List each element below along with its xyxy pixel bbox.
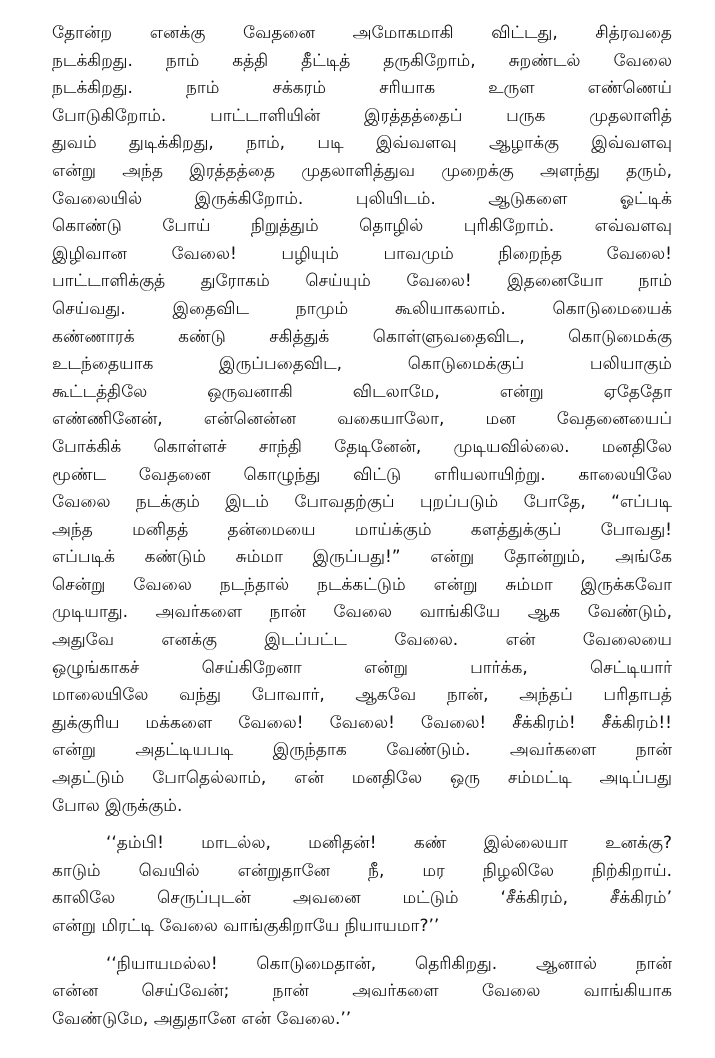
text-line: செய்வது. இதைவிட நாமும் கூலியாகலாம். கொடுமையைக் bbox=[52, 298, 672, 319]
text-line: என்று அதட்டியபடி இருந்தாக வேண்டும். அவர்களை நான் bbox=[52, 740, 672, 761]
text-line: வேண்டுமே, அதுதானே என் வேலை.’’ bbox=[52, 1008, 352, 1029]
paragraph-3 bbox=[52, 951, 672, 1034]
text-line: அந்த மனிதத் தன்மையை மாய்க்கும் களத்துக்குப் போவது! bbox=[52, 519, 672, 540]
text-line: என்று அந்த இரத்தத்தை முதலாளித்துவ முறைக்கு அளந்து தரும், bbox=[52, 160, 672, 181]
text-line: நடக்கிறது. நாம் கத்தி தீட்டித் தருகிறோம், சுறண்டல் வேலை bbox=[52, 50, 672, 71]
text-line: அதட்டும் போதெல்லாம், என் மனதிலே ஒரு சம்மட்டி அடிப்பது bbox=[52, 768, 672, 789]
text-line: நடக்கிறது. நாம் சக்கரம் சரியாக உருள எண்ணெய் bbox=[52, 78, 672, 99]
text-line: முடியாது. அவர்களை நான் வேலை வாங்கியே ஆக வேண்டும், bbox=[52, 602, 672, 623]
text-line: எண்ணினேன், என்னென்ன வகையாலோ, மன வேதனையைப் bbox=[52, 409, 672, 430]
text-line: துவம் துடிக்கிறது, நாம், படி இவ்வளவு ஆழாக்கு இவ்வளவு bbox=[52, 133, 672, 154]
text-line: அதுவே எனக்கு இடப்பட்ட வேலை. என் வேலையை bbox=[52, 630, 672, 651]
text-line: என்று மிரட்டி வேலை வாங்குகிறாயே நியாயமா?’’ bbox=[52, 916, 440, 936]
text-line: என்ன செய்வேன்; நான் அவர்களை வேலை வாங்கியாக bbox=[52, 981, 672, 1002]
text-line: போடுகிறோம். பாட்டாளியின் இரத்தத்தைப் பருக முதலாளித் bbox=[52, 105, 672, 126]
text-line: காலிலே செருப்புடன் அவனை மட்டும் ‘சீக்கிரம், சீக்கிரம்’ bbox=[52, 888, 672, 909]
text-line: உடந்தையாக இருப்பதைவிட, கொடுமைக்குப் பலியாகும் bbox=[52, 354, 672, 375]
text-line: மாலையிலே வந்து போவார், ஆகவே நான், அந்தப் பரிதாபத் bbox=[52, 685, 672, 706]
text-line: வேலை நடக்கும் இடம் போவதற்குப் புறப்படும் போதே, “எப்படி bbox=[52, 492, 672, 513]
text-line: எப்படிக் கண்டும் சும்மா இருப்பது!” என்று தோன்றும், அங்கே bbox=[52, 547, 672, 568]
text-line: துக்குரிய மக்களை வேலை! வேலை! வேலை! சீக்கிரம்! சீக்கிரம்!! bbox=[52, 712, 672, 733]
text-line: ‘‘தம்பி! மாடல்ல, மனிதன்! கண் இல்லையா உனக்கு? bbox=[106, 833, 672, 854]
text-line: கூட்டத்திலே ஒருவனாகி விடலாமே, என்று ஏதேதோ bbox=[52, 381, 672, 402]
paragraph-1 bbox=[52, 20, 672, 820]
text-line: வேலையில் இருக்கிறோம். புலியிடம். ஆடுகளை ஓட்டிக் bbox=[52, 188, 672, 209]
text-line: கண்ணாரக் கண்டு சகித்துக் கொள்ளுவதைவிட, கொடுமைக்கு bbox=[52, 326, 672, 347]
paragraph-2 bbox=[52, 830, 672, 940]
text-line: இழிவான வேலை! பழியும் பாவமும் நிறைந்த வேலை! bbox=[52, 243, 672, 264]
text-line: பாட்டாளிக்குத் துரோகம் செய்யும் வேலை! இதனையோ நாம் bbox=[52, 271, 672, 292]
text-line: மூண்ட வேதனை கொழுந்து விட்டு எரியலாயிற்று. காலையிலே bbox=[52, 464, 672, 485]
text-line: தோன்ற எனக்கு வேதனை அமோகமாகி விட்டது, சித்ரவதை bbox=[52, 23, 672, 43]
text-line: போக்கிக் கொள்ளச் சாந்தி தேடினேன், முடியவில்லை. மனதிலே bbox=[52, 436, 672, 457]
text-line: ஒழுங்காகச் செய்கிறேனா என்று பார்க்க, செட்டியார் bbox=[52, 657, 672, 678]
text-line: கொண்டு போய் நிறுத்தும் தொழில் புரிகிறோம். எவ்வளவு bbox=[52, 216, 672, 237]
text-line: போல இருக்கும். bbox=[52, 795, 183, 816]
text-line: ‘‘நியாயமல்ல! கொடுமைதான், தெரிகிறது. ஆனால் நான் bbox=[106, 953, 672, 974]
page-body bbox=[52, 20, 672, 1033]
text-line: காடும் வெயில் என்றுதானே நீ, மர நிழலிலே நிற்கிறாய். bbox=[52, 860, 672, 881]
text-line: சென்று வேலை நடந்தால் நடக்கட்டும் என்று சும்மா இருக்கவோ bbox=[52, 574, 672, 595]
